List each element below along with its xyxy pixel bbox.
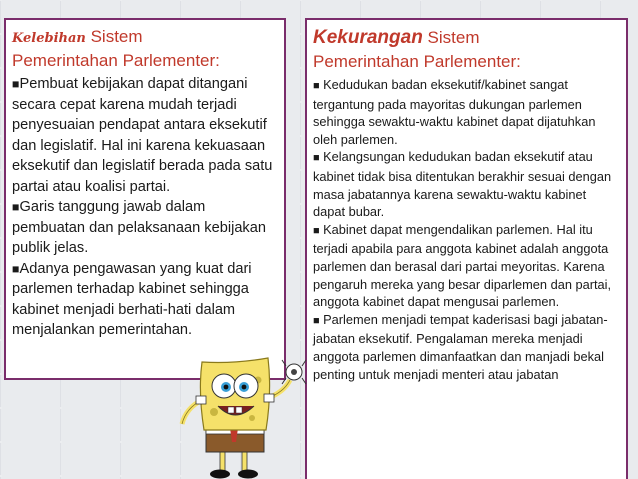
disadvantages-item-text: Kedudukan badan eksekutif/kabinet sangat tergantung pada mayoritas dukungan parlemen sehingga sewaktu-waktu kabinet dapat dijatuhkan oleh parlemen. bbox=[313, 77, 596, 147]
disadvantages-item bbox=[313, 76, 620, 148]
disadvantages-item bbox=[313, 221, 620, 311]
advantages-list bbox=[12, 74, 278, 341]
advantages-item bbox=[12, 259, 278, 341]
advantages-panel bbox=[4, 18, 286, 380]
advantages-heading bbox=[12, 26, 278, 72]
advantages-item bbox=[12, 74, 278, 197]
disadvantages-heading-rest-2: Pemerintahan Parlementer: bbox=[313, 52, 521, 71]
bullet-icon: ■ bbox=[12, 77, 20, 91]
disadvantages-panel bbox=[305, 18, 628, 479]
advantages-item-text: Pembuat kebijakan dapat ditangani secara cepat karena mudah terjadi penyesuaian pendapat antara eksekutif dan legislatif. Hal ini karena kekuasaan eksekutif dan legislatif berada pada satu partai atau koalisi partai. bbox=[12, 76, 273, 195]
advantages-heading-rest-2: Pemerintahan Parlementer: bbox=[12, 51, 220, 70]
bullet-icon: ■ bbox=[313, 80, 320, 92]
disadvantages-item bbox=[313, 148, 620, 220]
advantages-item bbox=[12, 197, 278, 259]
disadvantages-item-text: Parlemen menjadi tempat kaderisasi bagi jabatan-jabatan eksekutif. Pengalaman mereka menjadi anggota parlemen dimanfaatkan dan manjadi bekal penting untuk menjadi menteri atau jabatan bbox=[313, 311, 608, 382]
disadvantages-heading bbox=[313, 26, 620, 74]
bullet-icon: ■ bbox=[313, 224, 320, 237]
bullet-icon: ■ bbox=[12, 200, 20, 214]
disadvantages-heading-word: Kekurangan bbox=[313, 27, 423, 48]
disadvantages-item-text: Kabinet dapat mengendalikan parlemen. Hal itu terjadi apabila para anggota kabinet adalah anggota parlemen dan berasal dari partai meyoritas. Karena pengaruh mereka yang besar diparlemen dan partai, anggota kabinet dapat mengusai parlemen. bbox=[313, 221, 612, 310]
spongebob-cartoon-icon bbox=[172, 352, 312, 479]
bullet-icon: ■ bbox=[12, 261, 20, 276]
advantages-item-text: Adanya pengawasan yang kuat dari parlemen terhadap kabinet sehingga kabinet menjadi berhati-hati dalam menjalankan pemerintahan. bbox=[12, 260, 252, 338]
advantages-heading-rest-1: Sistem bbox=[90, 27, 143, 46]
disadvantages-list bbox=[313, 76, 620, 383]
advantages-heading-word: Kelebihan bbox=[12, 31, 86, 46]
disadvantages-item-text: Kelangsungan kedudukan badan eksekutif atau kabinet tidak bisa ditentukan berakhir sesuai dengan masa jabatannya karena sewaktu-waktu kabinet dapat bubar. bbox=[313, 149, 612, 220]
disadvantages-item bbox=[313, 311, 620, 383]
disadvantages-heading-rest-1: Sistem bbox=[427, 28, 480, 47]
advantages-item-text: Garis tanggung jawab dalam pembuatan dan pelaksanaan kebijakan publik jelas. bbox=[12, 199, 266, 256]
bullet-icon: ■ bbox=[313, 314, 320, 327]
bullet-icon: ■ bbox=[313, 152, 320, 165]
